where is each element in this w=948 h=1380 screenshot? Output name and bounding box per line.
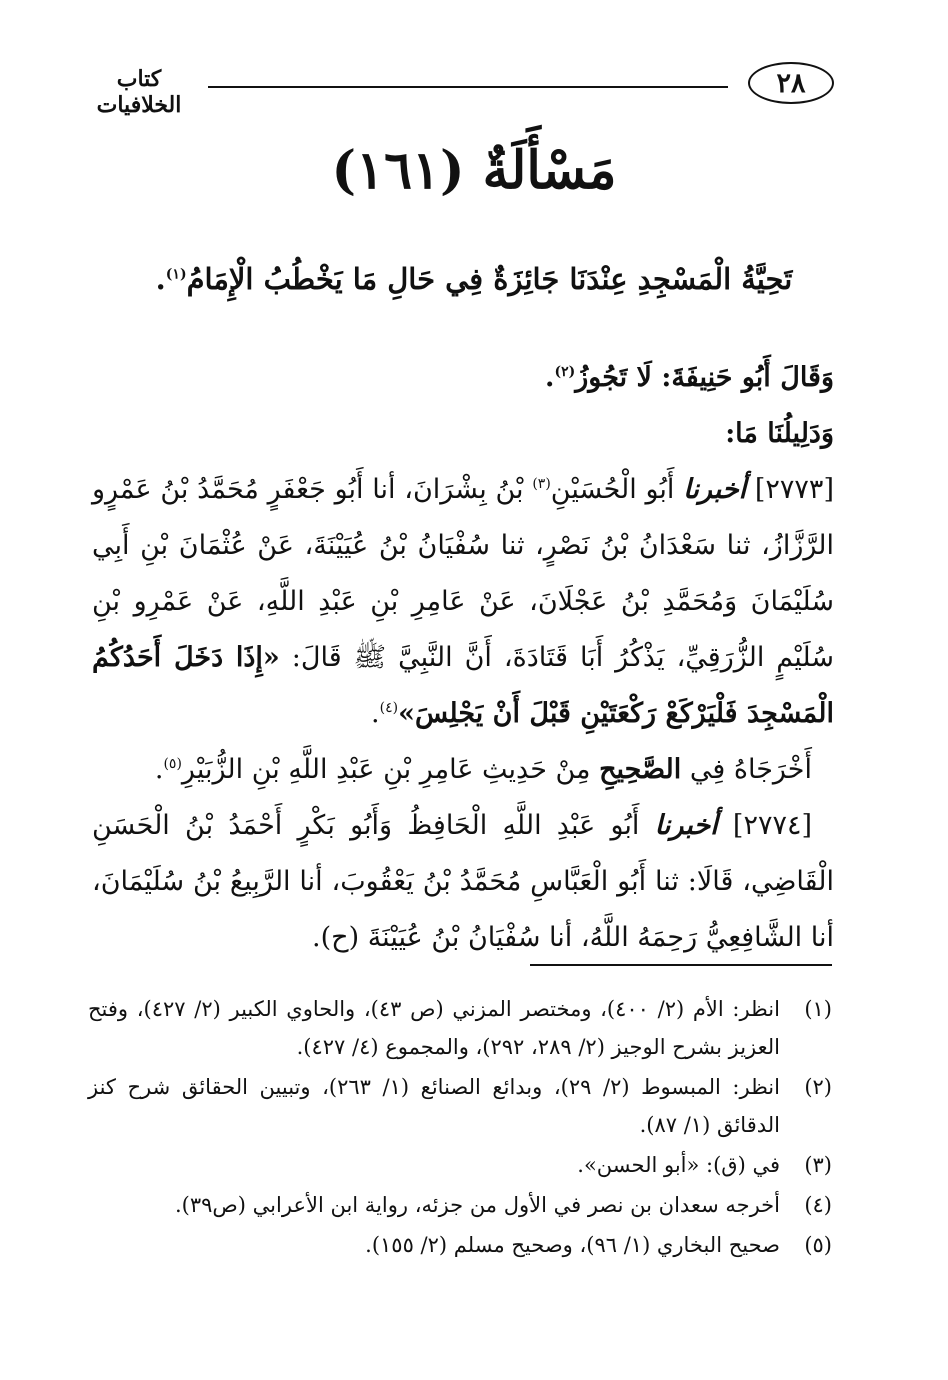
paragraph-evidence: وَدَلِيلُنَا مَا: bbox=[725, 418, 834, 449]
hadith-number: [٢٧٧٤] bbox=[732, 810, 812, 841]
footnote-number: (٣) bbox=[804, 1153, 832, 1177]
footnote-number: (١) bbox=[804, 997, 832, 1021]
masala-subtitle: تَحِيَّةُ الْمَسْجِدِ عِنْدَنَا جَائِزَةٌ فِي حَالِ مَا يَخْطُبُ الْإِمَامُ$^{(١)}$. bbox=[155, 262, 793, 296]
footnote-3 bbox=[88, 1146, 832, 1184]
footnote-ref: (٤) bbox=[379, 700, 399, 716]
footnote-5 bbox=[88, 1226, 832, 1264]
hadith-number: [٢٧٧٣] bbox=[754, 474, 834, 505]
footnote-number: (٤) bbox=[804, 1193, 832, 1217]
takhrij-text: أَخْرَجَاهُ فِي bbox=[689, 754, 812, 785]
footnote-text: انظر: المبسوط (٢/ ٢٩)، وبدائع الصنائع (١/ ٢٦٣)، وتبيين الحقائق شرح كنز الدقائق (١/ ٨٧). bbox=[88, 1075, 780, 1137]
page-number: ٢٨ bbox=[748, 62, 834, 104]
akhbarana-label: أخبرنا bbox=[654, 810, 718, 841]
footnote-ref: (٢) bbox=[554, 364, 576, 380]
main-text bbox=[92, 350, 834, 966]
footnote-2 bbox=[88, 1068, 832, 1144]
abu-hanifa-end: . bbox=[545, 362, 555, 393]
hadith-2773 bbox=[92, 462, 834, 742]
masala-heading: مَسْأَلَةٌ (١٦١) bbox=[331, 140, 617, 201]
footnote-1 bbox=[88, 990, 832, 1066]
footnote-4 bbox=[88, 1186, 832, 1224]
header-rule bbox=[208, 86, 728, 88]
hadith-2774 bbox=[92, 798, 834, 966]
akhbarana-label: أخبرنا bbox=[683, 474, 747, 505]
footnote-text: انظر: الأم (٢/ ٤٠٠)، ومختصر المزني (ص ٤٣)، والحاوي الكبير (٢/ ٤٢٧)، وفتح العزيز بشرح الوجيز (٢/ ٢٨٩، ٢٩٢)، والمجموع (٤/ ٤٢٧). bbox=[88, 997, 780, 1059]
footnote-ref: (١) bbox=[165, 266, 187, 283]
paragraph-abu-hanifa bbox=[92, 350, 834, 406]
footnotes-list bbox=[88, 990, 832, 1266]
footnote-ref: (٥) bbox=[163, 756, 182, 772]
paragraph-takhrij bbox=[92, 742, 834, 798]
footnote-ref: (٣) bbox=[532, 476, 551, 492]
takhrij-end: . bbox=[154, 754, 164, 785]
footnote-separator bbox=[530, 964, 832, 966]
footnote-text: أخرجه سعدان بن نصر في الأول من جزئه، رواية ابن الأعرابي (ص٣٩). bbox=[174, 1193, 780, 1217]
narrator-text: أَبُو الْحُسَيْنِ bbox=[550, 474, 675, 505]
subtitle-text: تَحِيَّةُ الْمَسْجِدِ عِنْدَنَا جَائِزَةٌ فِي حَالِ مَا يَخْطُبُ الْإِمَامُ bbox=[186, 262, 793, 296]
book-title: كتاب الخلافيات bbox=[96, 66, 182, 118]
hadith-end: . bbox=[371, 698, 380, 729]
sahih-label: الصَّحِيحِ bbox=[599, 754, 682, 785]
takhrij-source: مِنْ حَدِيثِ عَامِرِ بْنِ عَبْدِ اللَّهِ بْنِ الزُّبَيْرِ bbox=[181, 754, 591, 785]
abu-hanifa-text: وَقَالَ أَبُو حَنِيفَةَ: لَا تَجُوزُ bbox=[575, 362, 834, 393]
footnote-number: (٢) bbox=[804, 1075, 832, 1099]
isnad-text: بْنُ بِشْرَانَ، أنا أَبُو جَعْفَرٍ مُحَمَّدُ بْنُ عَمْرٍو الرَّزَّازُ، ثنا سَعْدَانُ بْنُ نَصْرٍ، ثنا سُفْيَانُ بْنُ عُيَيْنَةَ، عَنْ عُثْمَانَ بْنِ أَبِي سُلَيْمَانَ وَمُحَمَّدِ بْنُ عَجْلَانَ، عَنْ عَامِرِ بْنِ عَبْدِ اللَّهِ، عَنْ عَمْرِو بْنِ سُلَيْمٍ الزُّرَقِيِّ، يَذْكُرُ أَبَا قَتَادَةَ، أَنَّ النَّبِيَّ ﷺ قَالَ: bbox=[92, 474, 834, 673]
page-header bbox=[80, 58, 830, 118]
footnote-text: صحيح البخاري (١/ ٩٦)، وصحيح مسلم (٢/ ١٥٥). bbox=[365, 1233, 780, 1257]
isnad-text: أَبُو عَبْدِ اللَّهِ الْحَافِظُ وَأَبُو بَكْرٍ أَحْمَدُ بْنُ الْحَسَنِ الْقَاضِي، قَالَا: ثنا أَبُو الْعَبَّاسِ مُحَمَّدُ بْنُ يَعْقُوبَ، أنا الرَّبِيعُ بْنُ سُلَيْمَانَ، أنا الشَّافِعِيُّ رَحِمَهُ اللَّهُ، أنا سُفْيَانُ بْنُ عُيَيْنَةَ (ح). bbox=[92, 810, 834, 953]
hadith-matn: «إِذَا دَخَلَ أَحَدُكُمُ الْمَسْجِدَ فَلْيَرْكَعْ رَكْعَتَيْنِ قَبْلَ أَنْ يَجْلِسَ» bbox=[92, 642, 834, 729]
footnote-number: (٥) bbox=[804, 1233, 832, 1257]
footnote-text: في (ق): «أبو الحسن». bbox=[577, 1153, 780, 1177]
